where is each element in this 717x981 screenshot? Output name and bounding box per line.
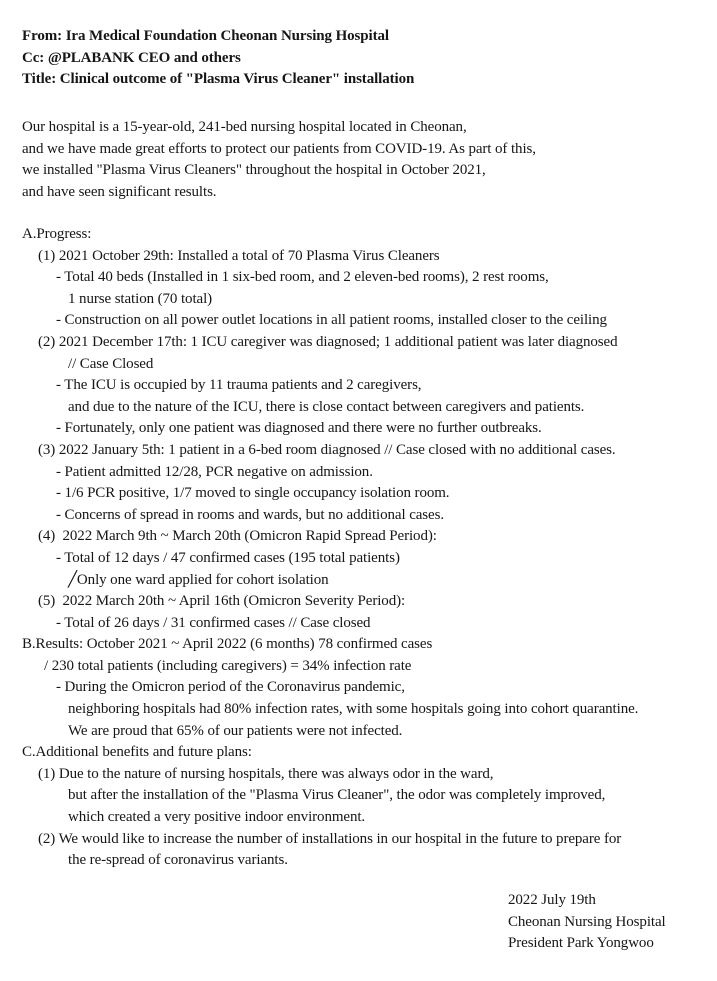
signature-organization: Cheonan Nursing Hospital xyxy=(508,913,666,930)
intro-paragraph xyxy=(22,117,536,203)
header-title-line: Title: Clinical outcome of "Plasma Virus Cleaner" installation xyxy=(22,71,415,88)
body-line: C.Additional benefits and future plans: xyxy=(22,744,252,761)
body-line: neighboring hospitals had 80% infection rates, with some hospitals going into cohort quarantine. xyxy=(68,701,639,718)
body-line: (2) We would like to increase the number of installations in our hospital in the future to prepare for xyxy=(38,830,622,847)
body-line: - Patient admitted 12/28, PCR negative on admission. xyxy=(56,463,373,480)
signature-block xyxy=(508,890,666,955)
intro-line: and have seen significant results. xyxy=(22,183,217,200)
body-line: - Fortunately, only one patient was diagnosed and there were no further outbreaks. xyxy=(56,420,542,437)
body-lines xyxy=(22,224,638,872)
signature-date: 2022 July 19th xyxy=(508,892,596,908)
body-line: - Total of 26 days / 31 confirmed cases // Case closed xyxy=(56,614,371,631)
body-line: (1) Due to the nature of nursing hospitals, there was always odor in the ward, xyxy=(38,765,494,782)
body-line: (5) 2022 March 20th ~ April 16th (Omicron Severity Period): xyxy=(38,593,406,610)
body-line: but after the installation of the "Plasma Virus Cleaner", the odor was completely improved, xyxy=(68,787,606,804)
body-line: - During the Omicron period of the Coronavirus pandemic, xyxy=(56,679,405,696)
body-line: A.Progress: xyxy=(22,226,92,242)
header-cc-line: Cc: @PLABANK CEO and others xyxy=(22,49,241,66)
body-line: which created a very positive indoor environment. xyxy=(68,809,366,826)
signature-name: President Park Yongwoo xyxy=(508,935,654,952)
header-from-line: From: Ira Medical Foundation Cheonan Nursing Hospital xyxy=(22,28,389,44)
body-line: and due to the nature of the ICU, there is close contact between caregivers and patients. xyxy=(68,398,585,415)
body-line: - Total of 12 days / 47 confirmed cases (195 total patients) xyxy=(56,549,400,566)
body-line: (2) 2021 December 17th: 1 ICU caregiver was diagnosed; 1 additional patient was later diagnosed xyxy=(38,333,618,350)
body-line: - Total 40 beds (Installed in 1 six-bed room, and 2 eleven-bed rooms), 2 rest rooms, xyxy=(56,269,549,286)
body-line: We are proud that 65% of our patients were not infected. xyxy=(68,722,403,739)
body-line: ╱Only one ward applied for cohort isolation xyxy=(68,571,329,588)
body-line: (4) 2022 March 9th ~ March 20th (Omicron Rapid Spread Period): xyxy=(38,528,437,545)
intro-line: and we have made great efforts to protect our patients from COVID-19. As part of this, xyxy=(22,140,536,157)
body-line: (1) 2021 October 29th: Installed a total of 70 Plasma Virus Cleaners xyxy=(38,247,440,264)
letter-header xyxy=(22,26,414,91)
body-line: B.Results: October 2021 ~ April 2022 (6 months) 78 confirmed cases xyxy=(22,636,433,653)
body-line: the re-spread of coronavirus variants. xyxy=(68,852,288,869)
body-line: 1 nurse station (70 total) xyxy=(68,290,213,307)
body-line: / 230 total patients (including caregivers) = 34% infection rate xyxy=(44,657,412,674)
body-line: - Construction on all power outlet locations in all patient rooms, installed closer to the ceiling xyxy=(56,312,607,329)
intro-line: Our hospital is a 15-year-old, 241-bed nursing hospital located in Cheonan, xyxy=(22,119,467,135)
body-line: // Case Closed xyxy=(68,355,154,372)
intro-line: we installed "Plasma Virus Cleaners" throughout the hospital in October 2021, xyxy=(22,162,486,179)
body-line: - Concerns of spread in rooms and wards, but no additional cases. xyxy=(56,506,444,523)
body-line: - 1/6 PCR positive, 1/7 moved to single occupancy isolation room. xyxy=(56,485,450,502)
body-line: - The ICU is occupied by 11 trauma patients and 2 caregivers, xyxy=(56,377,422,394)
body-line: (3) 2022 January 5th: 1 patient in a 6-bed room diagnosed // Case closed with no additional cases. xyxy=(38,441,616,458)
